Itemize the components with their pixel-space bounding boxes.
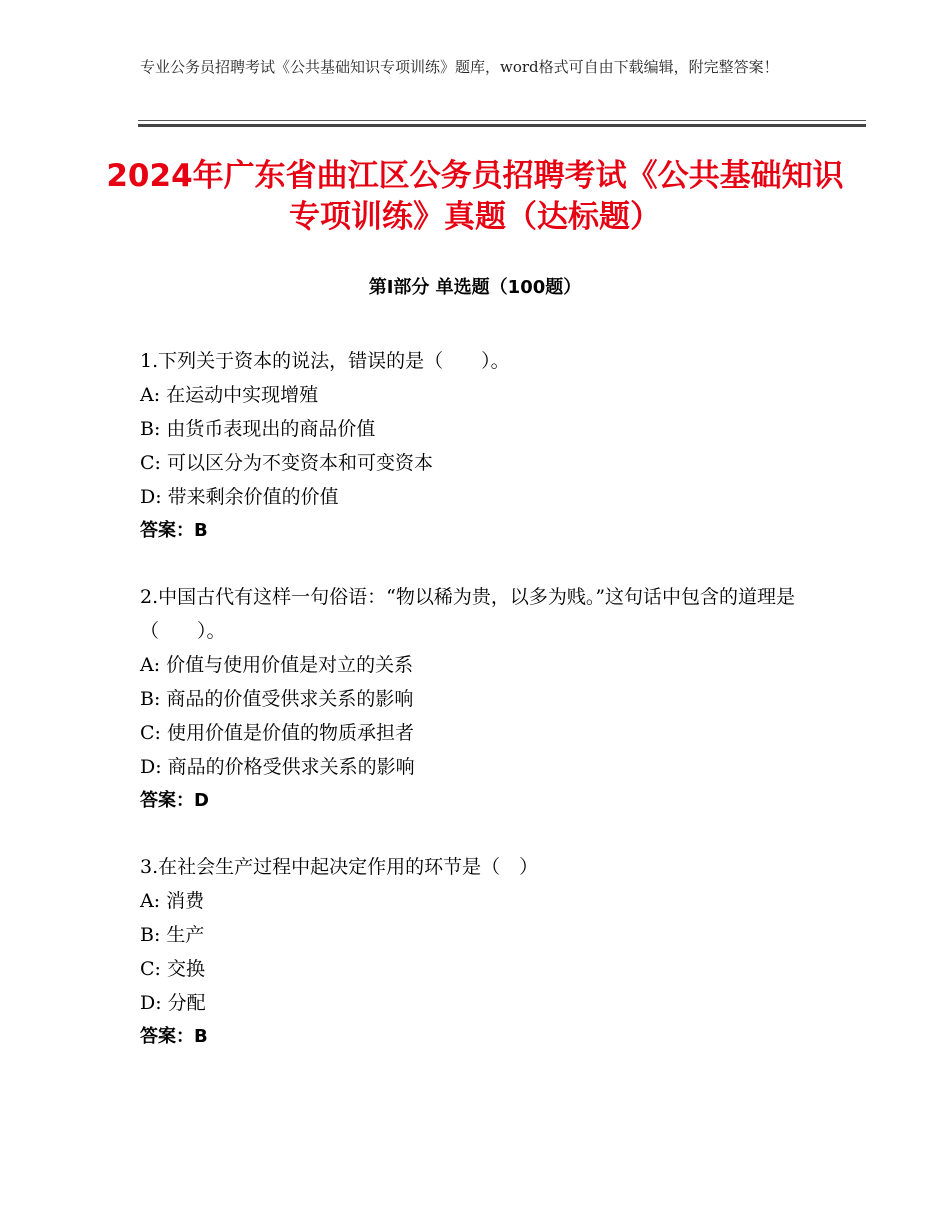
option-c: C: 可以区分为不变资本和可变资本 [140,452,433,474]
option-d: D: 带来剩余价值的价值 [140,486,339,508]
question-3 [140,850,800,1054]
option-b: B: 商品的价值受供求关系的影响 [140,688,414,710]
header-divider-thick [138,124,866,127]
header-note: 专业公务员招聘考试《公共基础知识专项训练》题库，word格式可自由下载编辑，附完整答案！ [140,58,779,76]
question-stem: 2.中国古代有这样一句俗语：“物以稀为贵，以多为贱。”这句话中包含的道理是（ ）。 [140,586,796,642]
document-title: 2024年广东省曲江区公务员招聘考试《公共基础知识专项训练》真题（达标题） [106,158,844,235]
question-list [140,344,800,1086]
option-a: A: 在运动中实现增殖 [140,384,319,406]
option-a: A: 价值与使用价值是对立的关系 [140,654,414,676]
section-title: 第Ⅰ部分 单选题（100题） [368,277,582,298]
option-d: D: 商品的价格受供求关系的影响 [140,756,415,778]
question-2 [140,580,800,818]
option-c: C: 使用价值是价值的物质承担者 [140,722,414,744]
option-a: A: 消费 [140,890,205,912]
question-stem: 3.在社会生产过程中起决定作用的环节是（ ） [140,856,539,878]
answer-label: 答案：B [140,1026,208,1047]
answer-label: 答案：B [140,520,208,541]
option-b: B: 由货币表现出的商品价值 [140,418,376,440]
question-1 [140,344,800,548]
option-c: C: 交换 [140,958,205,980]
question-stem: 1.下列关于资本的说法，错误的是（ ）。 [140,350,510,372]
option-d: D: 分配 [140,992,206,1014]
option-b: B: 生产 [140,924,205,946]
answer-label: 答案：D [140,790,209,811]
header-divider-thin [138,120,866,121]
